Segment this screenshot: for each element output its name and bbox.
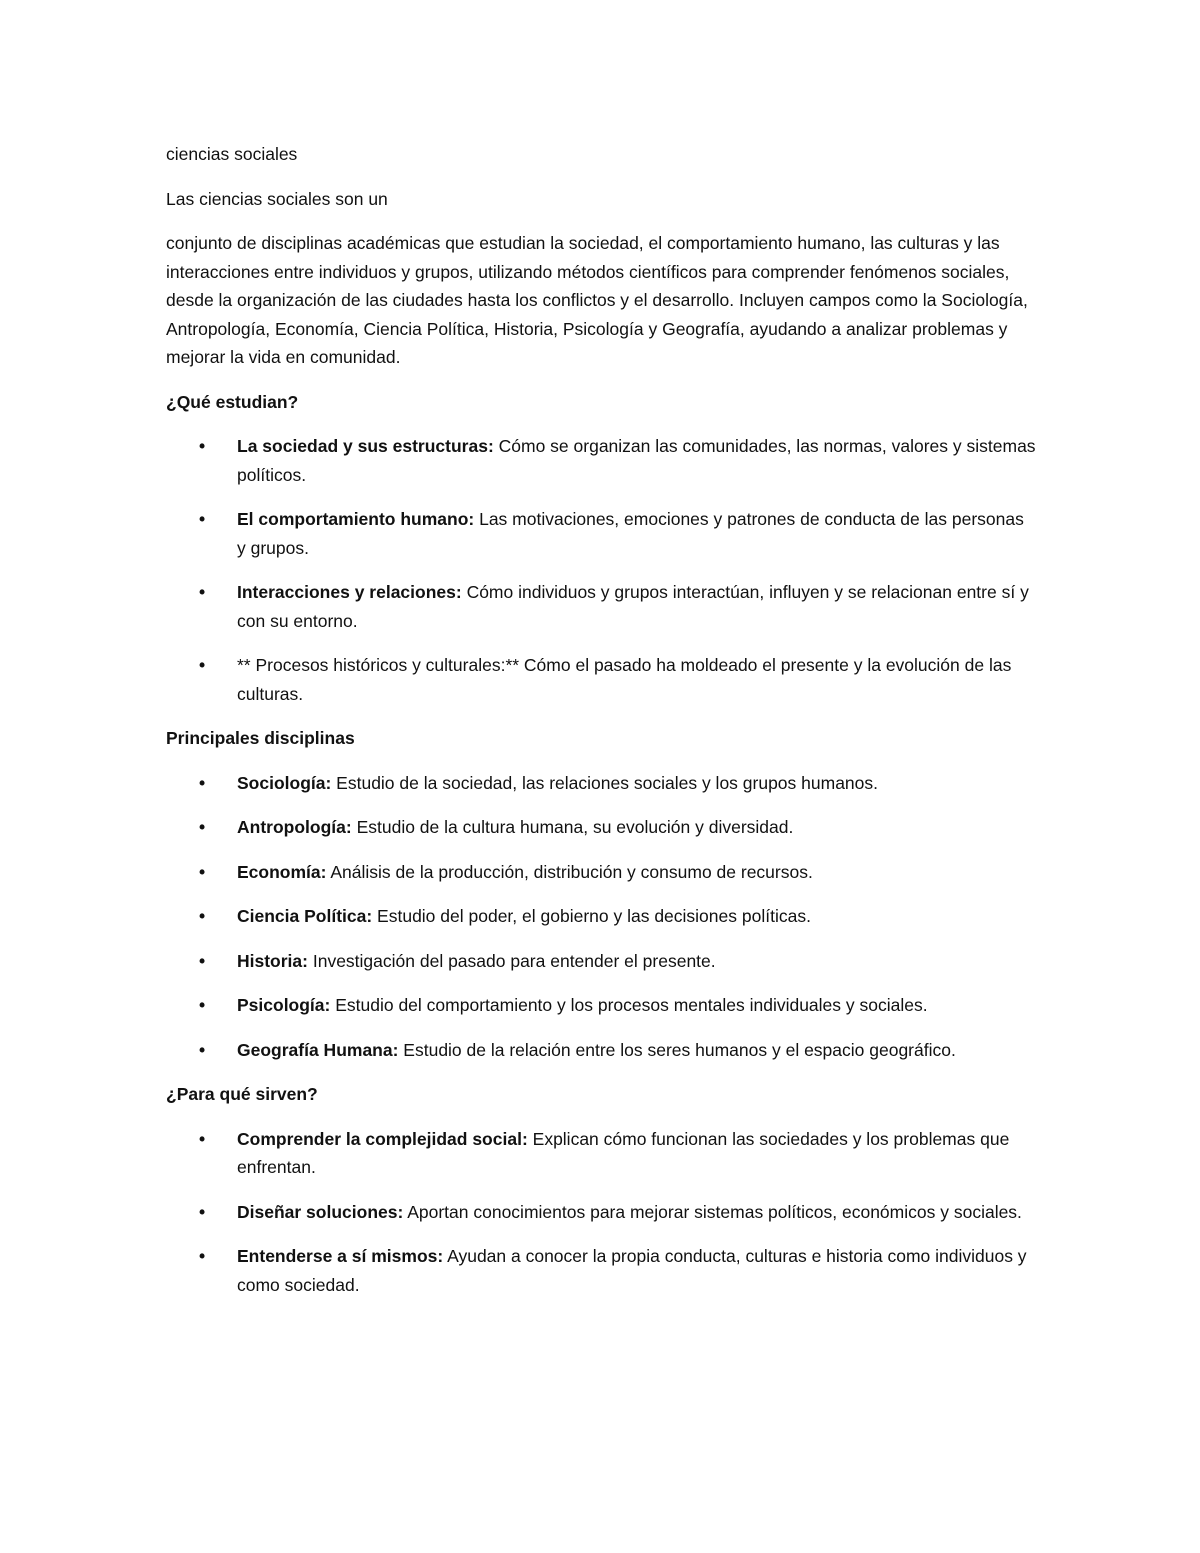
- bullet-icon: •: [199, 1039, 206, 1060]
- section-heading-que-estudian: ¿Qué estudian?: [166, 391, 299, 412]
- list-que-estudian: [166, 432, 1036, 708]
- list-item: [166, 947, 1036, 976]
- item-text: ** Procesos históricos y culturales:** Cómo el pasado ha moldeado el presente y la evolución de las culturas.: [237, 655, 1012, 704]
- bullet-icon: •: [199, 995, 206, 1015]
- document-title: ciencias sociales: [166, 144, 298, 164]
- bullet-icon: •: [199, 509, 206, 529]
- item-text: Análisis de la producción, distribución y consumo de recursos.: [326, 861, 813, 882]
- item-text: Ayudan a conocer la propia conducta, culturas e historia como individuos y como sociedad.: [237, 1246, 1027, 1295]
- bullet-icon: •: [199, 582, 206, 602]
- bullet-icon: •: [199, 655, 206, 675]
- item-text: Estudio del comportamiento y los procesos mentales individuales y sociales.: [330, 995, 928, 1015]
- list-para-que-sirven: [166, 1125, 1036, 1300]
- item-text: Explican cómo funcionan las sociedades y los problemas que enfrentan.: [237, 1128, 1010, 1177]
- list-disciplinas: [166, 769, 1036, 1065]
- item-term: Entenderse a sí mismos:: [237, 1246, 444, 1266]
- list-item: [166, 505, 1036, 562]
- intro-paragraph: conjunto de disciplinas académicas que estudian la sociedad, el comportamiento humano, las culturas y las interacciones entre individuos y grupos, utilizando métodos científicos para comprender fenómenos sociales, desde la organización de las ciudades hasta los conflictos y el desarrollo. Incluyen campos como la Sociología, Antropología, Economía, Ciencia Política, Historia, Psicología y Geografía, ayudando a analizar problemas y mejorar la vida en comunidad.: [166, 233, 1028, 367]
- section-heading-para-que-sirven: ¿Para qué sirven?: [166, 1084, 318, 1104]
- list-item: [166, 432, 1036, 489]
- intro-line: Las ciencias sociales son un: [166, 188, 388, 209]
- bullet-icon: •: [199, 950, 206, 971]
- list-item: [166, 1036, 1036, 1065]
- list-item: [166, 769, 1036, 798]
- item-term: Interacciones y relaciones:: [237, 582, 462, 602]
- item-term: Geografía Humana:: [237, 1039, 399, 1060]
- list-item: [166, 1242, 1036, 1299]
- list-item: [166, 813, 1036, 842]
- list-item: [166, 902, 1036, 931]
- list-item: [166, 651, 1036, 708]
- item-text: Estudio de la sociedad, las relaciones sociales y los grupos humanos.: [331, 772, 879, 793]
- item-text: Investigación del pasado para entender el presente.: [307, 950, 716, 971]
- bullet-icon: •: [199, 1128, 206, 1149]
- list-item: [166, 991, 1036, 1020]
- item-text: Cómo individuos y grupos interactúan, influyen y se relacionan entre sí y con su entorno.: [237, 582, 1029, 631]
- bullet-icon: •: [199, 436, 206, 456]
- item-text: Estudio de la relación entre los seres humanos y el espacio geográfico.: [398, 1039, 956, 1060]
- item-term: El comportamiento humano:: [237, 509, 475, 529]
- list-item: [166, 1125, 1036, 1182]
- item-term: Antropología:: [237, 817, 352, 837]
- document-page: [166, 140, 1036, 1315]
- item-term: Psicología:: [237, 995, 331, 1015]
- item-text: Aportan conocimientos para mejorar sistemas políticos, económicos y sociales.: [403, 1201, 1022, 1222]
- bullet-icon: •: [199, 861, 206, 882]
- bullet-icon: •: [199, 906, 206, 926]
- item-term: La sociedad y sus estructuras:: [237, 436, 494, 456]
- item-term: Diseñar soluciones:: [237, 1201, 404, 1222]
- item-term: Economía:: [237, 861, 327, 882]
- item-text: Cómo se organizan las comunidades, las normas, valores y sistemas políticos.: [237, 436, 1036, 485]
- item-term: Sociología:: [237, 772, 332, 793]
- list-item: [166, 858, 1036, 887]
- item-text: Estudio de la cultura humana, su evolución y diversidad.: [351, 817, 794, 837]
- bullet-icon: •: [199, 1246, 206, 1266]
- item-text: Estudio del poder, el gobierno y las decisiones políticas.: [372, 906, 811, 926]
- bullet-icon: •: [199, 772, 206, 793]
- item-term: Ciencia Política:: [237, 906, 373, 926]
- item-term: Historia:: [237, 950, 308, 971]
- list-item: [166, 578, 1036, 635]
- item-term: Comprender la complejidad social:: [237, 1128, 528, 1149]
- section-heading-principales-disciplinas: Principales disciplinas: [166, 728, 355, 748]
- list-item: [166, 1198, 1036, 1227]
- bullet-icon: •: [199, 817, 206, 837]
- bullet-icon: •: [199, 1201, 206, 1222]
- item-text: Las motivaciones, emociones y patrones de conducta de las personas y grupos.: [237, 509, 1024, 558]
